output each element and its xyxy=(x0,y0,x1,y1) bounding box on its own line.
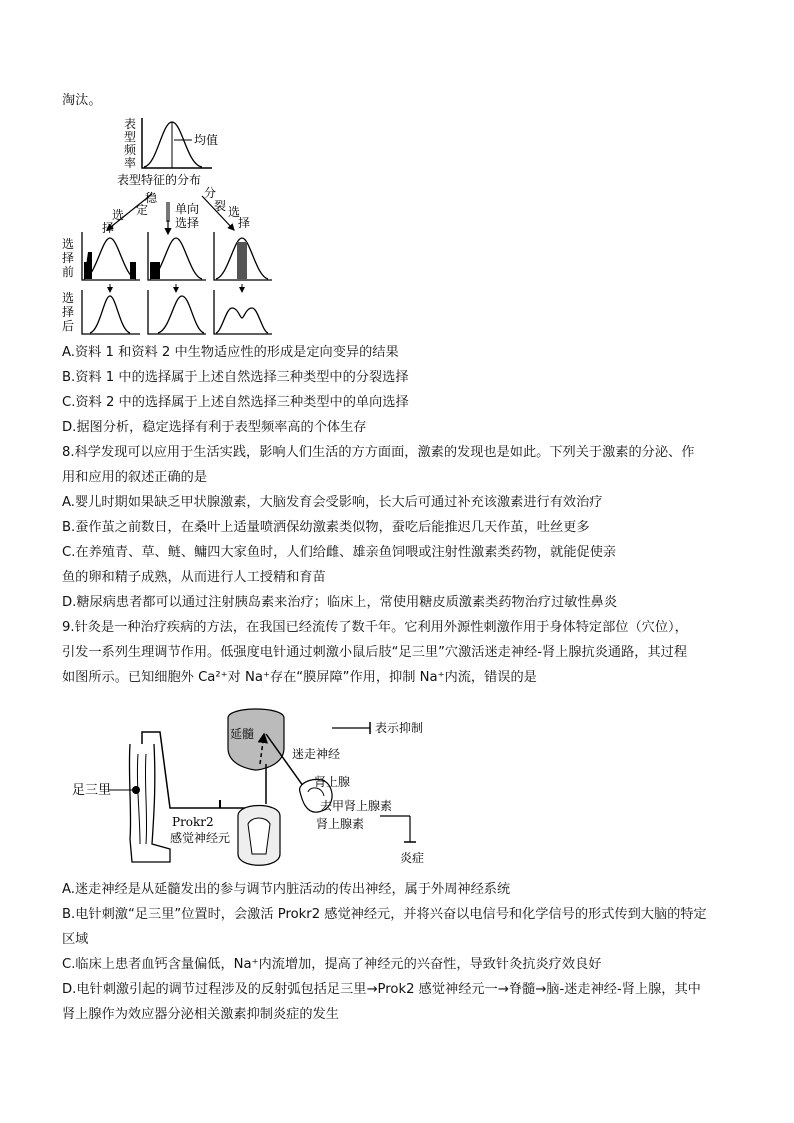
after-char: 择 xyxy=(62,305,75,319)
stabilizing-char: 稳 xyxy=(145,191,158,205)
norepinephrine-label: 去甲肾上腺素 xyxy=(320,799,393,813)
q9-stem-line1: 9.针灸是一种治疗疾病的方法，在我国已经流传了数千年。它利用外源性刺激作用于身体特定部位（穴位）， xyxy=(62,620,688,635)
directional-label: 选择 xyxy=(175,216,200,230)
q9-stem-line2: 引发一系列生理调节作用。低强度电针通过刺激小鼠后肢“足三里”穴激活迷走神经-肾上腺抗炎通路，其过程 xyxy=(62,645,688,660)
acupuncture-pathway-figure xyxy=(70,704,490,876)
adrenal-label: 肾上腺 xyxy=(314,775,351,789)
medulla-label: 延髓 xyxy=(230,727,255,741)
q9-option-a: A.迷走神经是从延髓发出的参与调节内脏活动的传出神经，属于外周神经系统 xyxy=(62,882,511,897)
directional-label: 单向 xyxy=(175,202,200,216)
distribution-caption: 表型特征的分布 xyxy=(117,173,202,187)
stabilizing-char: 选 xyxy=(112,208,125,222)
after-char: 后 xyxy=(62,319,75,333)
y-label-char: 型 xyxy=(124,130,137,144)
q7-option-a: A.资料 1 和资料 2 中生物适应性的形成是定向变异的结果 xyxy=(62,345,399,360)
y-label-char: 频 xyxy=(124,143,137,157)
q7-option-b: B.资料 1 中的选择属于上述自然选择三种类型中的分裂选择 xyxy=(62,370,409,385)
before-char: 选 xyxy=(62,237,75,251)
q8-stem-line2: 用和应用的叙述正确的是 xyxy=(62,470,208,485)
disruptive-char: 选 xyxy=(228,205,241,219)
q8-option-c-line2: 鱼的卵和精子成熟，从而进行人工授精和育苗 xyxy=(62,570,326,585)
disruptive-char: 裂 xyxy=(214,199,227,213)
q8-option-d: D.糖尿病患者都可以通过注射胰岛素来治疗；临床上，常使用糖皮质激素类药物治疗过敏性鼻炎 xyxy=(62,595,618,610)
selection-types-figure xyxy=(62,112,292,340)
prokr2-label: Prokr2 xyxy=(172,815,214,829)
stabilizing-char: 择 xyxy=(102,221,115,235)
q8-option-a: A.婴儿时期如果缺乏甲状腺激素，大脑发育会受影响，长大后可通过补充该激素进行有效治疗 xyxy=(62,495,603,510)
q7-option-c: C.资料 2 中的选择属于上述自然选择三种类型中的单向选择 xyxy=(62,395,409,410)
after-directional-panel xyxy=(148,290,206,334)
zusanli-label: 足三里 xyxy=(72,783,112,798)
q9-option-d-line2: 肾上腺作为效应器分泌相关激素抑制炎症的发生 xyxy=(62,1007,339,1022)
epinephrine-label: 肾上腺素 xyxy=(316,817,365,831)
before-char: 前 xyxy=(62,265,75,279)
q8-stem-line1: 8.科学发现可以应用于生活实践，影响人们生活的方方面面，激素的发现也是如此。下列关于激素的分泌、作 xyxy=(62,445,695,460)
q9-option-d-line1: D.电针刺激引起的调节过程涉及的反射弧包括足三里→Prok2 感觉神经元一→脊髓→脑-迷走神经-肾上腺，其中 xyxy=(62,982,701,997)
q8-option-c-line1: C.在养殖青、草、鲢、鳙四大家鱼时，人们给雌、雄亲鱼饲喂或注射性激素类药物，就能促使亲 xyxy=(62,545,617,560)
mean-label: 均值 xyxy=(194,133,219,147)
q9-stem-line3: 如图所示。已知细胞外 Ca²⁺对 Na⁺存在“膜屏障”作用，抑制 Na⁺内流，错误的是 xyxy=(62,670,537,685)
inhibit-legend: 表示抑制 xyxy=(375,721,424,735)
sensory-neuron-label: 感觉神经元 xyxy=(170,831,231,845)
after-disruptive-panel xyxy=(214,290,272,334)
after-stabilizing-panel xyxy=(82,290,140,334)
q7-option-d: D.据图分析，稳定选择有利于表型频率高的个体生存 xyxy=(62,420,367,435)
zusanli-point xyxy=(132,786,140,794)
stabilizing-char: 定 xyxy=(136,203,149,217)
intro-tail: 淘汰。 xyxy=(62,93,102,108)
q9-option-c: C.临床上患者血钙含量偏低，Na⁺内流增加，提高了神经元的兴奋性，导致针灸抗炎疗效良好 xyxy=(62,957,602,972)
before-directional-panel xyxy=(148,232,206,280)
q8-option-b: B.蚕作茧之前数日，在桑叶上适量喷洒保幼激素类似物，蚕吃后能推迟几天作茧，吐丝更多 xyxy=(62,520,590,535)
after-char: 选 xyxy=(62,291,75,305)
q9-option-b-line1: B.电针刺激“足三里”位置时，会激活 Prokr2 感觉神经元，并将兴奋以电信号和化学信号的形式传到大脑的特定 xyxy=(62,907,707,922)
disruptive-char: 分 xyxy=(204,186,217,200)
vagus-label: 迷走神经 xyxy=(292,747,341,761)
before-char: 择 xyxy=(62,251,75,265)
y-label-char: 率 xyxy=(124,156,137,170)
disruptive-char: 择 xyxy=(238,216,251,230)
y-label-char: 表 xyxy=(124,117,137,131)
directional-arrow-bar xyxy=(166,202,170,222)
inflammation-label: 炎症 xyxy=(400,851,425,865)
q9-option-b-line2: 区域 xyxy=(62,932,89,947)
before-stabilizing-panel xyxy=(82,232,140,280)
before-disruptive-panel xyxy=(214,232,272,280)
